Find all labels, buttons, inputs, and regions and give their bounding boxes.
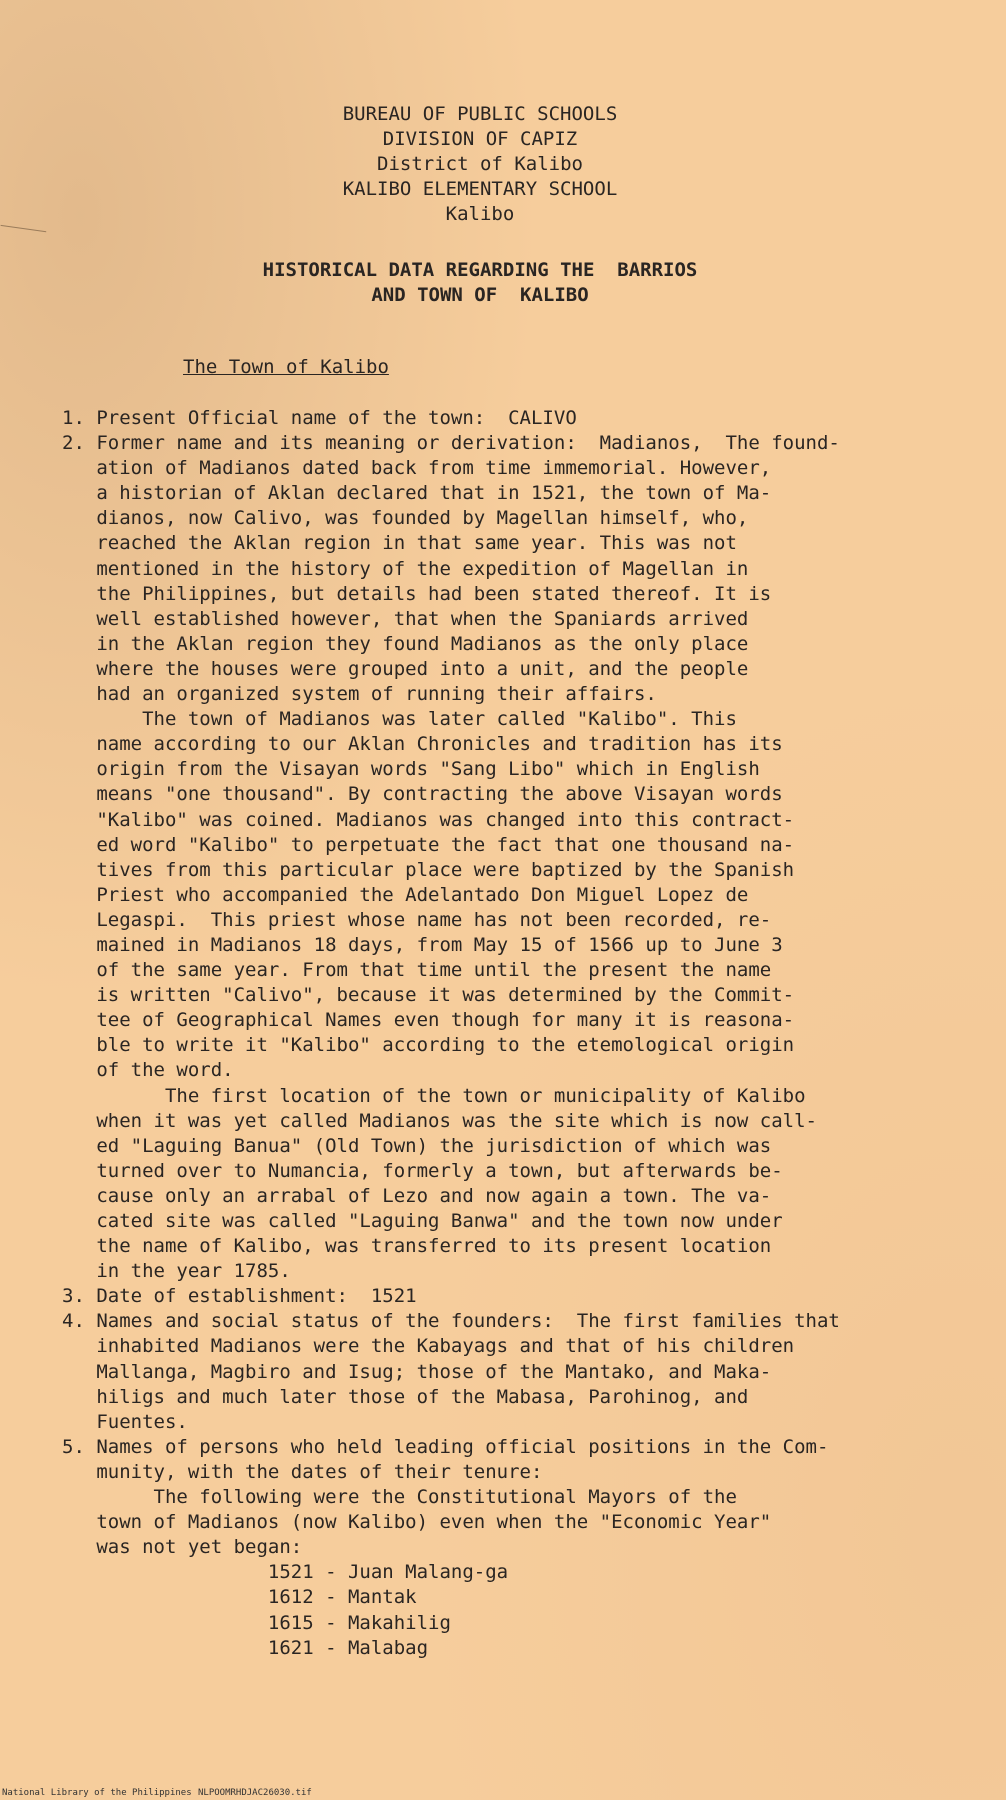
body-line: a historian of Aklan declared that in 1521, the town of Ma- (62, 482, 772, 505)
body-line: 4. Names and social status of the founders: The first families that (62, 1310, 840, 1333)
body-line: 1621 - Malabag (62, 1636, 429, 1659)
body-line: dianos, now Calivo, was founded by Magellan himself, who, (62, 507, 749, 530)
body-line: 1521 - Juan Malang-ga (62, 1561, 509, 1584)
body-line: the name of Kalibo, was transferred to its present location (62, 1235, 772, 1258)
header-line-bureau: BUREAU OF PUBLIC SCHOOLS (342, 103, 618, 125)
body-line: Fuentes. (62, 1410, 188, 1433)
body-line: 1615 - Makahilig (62, 1611, 451, 1634)
body-line: when it was yet called Madianos was the site which is now call- (62, 1109, 817, 1132)
title-line-1: HISTORICAL DATA REGARDING THE BARRIOS (262, 259, 698, 281)
body-line: cause only an arrabal of Lezo and now again a town. The va- (62, 1184, 772, 1207)
body-line: 1. Present Official name of the town: CALIVO (62, 407, 577, 429)
body-line: tee of Geographical Names even though for many it is reasona- (62, 1009, 795, 1032)
body-line: origin from the Visayan words "Sang Libo" which in English (62, 758, 760, 781)
body-line: means "one thousand". By contracting the above Visayan words (62, 783, 783, 806)
footer-library-name: National Library of the Philippines (2, 1788, 192, 1798)
body-line: 3. Date of establishment: 1521 (62, 1285, 417, 1308)
header-line-district: District of Kalibo (377, 153, 583, 175)
body-line: name according to our Aklan Chronicles and tradition has its (62, 733, 783, 756)
body-line: turned over to Numancia, formerly a town, but afterwards be- (62, 1159, 783, 1182)
body-line: ation of Madianos dated back from time immemorial. However, (62, 457, 772, 480)
body-line: Priest who accompanied the Adelantado Don Miguel Lopez de (62, 883, 749, 906)
document-body (0, 406, 1006, 1661)
body-line: 5. Names of persons who held leading official positions in the Com- (62, 1435, 829, 1458)
body-line: The town of Madianos was later called "Kalibo". This (62, 708, 737, 731)
section-heading: The Town of Kalibo (183, 356, 389, 378)
body-line: 1612 - Mantak (62, 1586, 417, 1609)
body-line: well established however, that when the Spaniards arrived (62, 607, 749, 630)
body-line: cated site was called "Laguing Banwa" and the town now under (62, 1210, 783, 1232)
body-line: inhabited Madianos were the Kabayags and that of his children (62, 1335, 795, 1358)
body-line: ble to write it "Kalibo" according to the etemological origin (62, 1034, 795, 1057)
document-header (0, 102, 960, 227)
body-line: hiligs and much later those of the Mabasa, Parohinog, and (62, 1385, 749, 1408)
body-line: was not yet began: (62, 1536, 303, 1559)
body-line: in the Aklan region they found Madianos as the only place (62, 632, 749, 655)
body-line: town of Madianos (now Kalibo) even when the "Economic Year" (62, 1511, 772, 1534)
body-line: Legaspi. This priest whose name has not been recorded, re- (62, 908, 772, 931)
body-line: where the houses were grouped into a unit, and the people (62, 657, 749, 680)
body-line: the Philippines, but details had been stated thereof. It is (62, 582, 772, 605)
header-line-town: Kalibo (445, 203, 515, 225)
body-line: ed "Laguing Banua" (Old Town) the jurisdiction of which was (62, 1134, 772, 1157)
body-line: 2. Former name and its meaning or derivation: Madianos, The found- (62, 432, 840, 455)
body-line: mentioned in the history of the expedition of Magellan in (62, 557, 749, 580)
body-line: mained in Madianos 18 days, from May 15 of 1566 up to June 3 (62, 933, 783, 956)
body-line: is written "Calivo", because it was determined by the Commit- (62, 984, 795, 1007)
header-line-division: DIVISION OF CAPIZ (382, 128, 578, 150)
body-line: munity, with the dates of their tenure: (62, 1460, 543, 1483)
body-line: reached the Aklan region in that same year. This was not (62, 532, 737, 555)
body-line: Mallanga, Magbiro and Isug; those of the Mantako, and Maka- (62, 1360, 772, 1383)
body-line: ed word "Kalibo" to perpetuate the fact that one thousand na- (62, 833, 795, 856)
body-line: The first location of the town or municipality of Kalibo (62, 1084, 806, 1107)
header-line-school: KALIBO ELEMENTARY SCHOOL (342, 178, 618, 200)
body-line: of the word. (62, 1059, 234, 1082)
footer-file-name: NLPOOMRHDJAC26030.tif (198, 1788, 312, 1798)
body-line: tives from this particular place were baptized by the Spanish (62, 858, 795, 881)
document-title (0, 258, 960, 308)
body-line: in the year 1785. (62, 1260, 291, 1283)
body-line: The following were the Constitutional Mayors of the (62, 1486, 737, 1509)
body-line: "Kalibo" was coined. Madianos was changed into this contract- (62, 808, 795, 831)
title-line-2: AND TOWN OF KALIBO (371, 284, 589, 306)
body-line: of the same year. From that time until the present the name (62, 959, 772, 982)
body-line: had an organized system of running their affairs. (62, 683, 657, 706)
